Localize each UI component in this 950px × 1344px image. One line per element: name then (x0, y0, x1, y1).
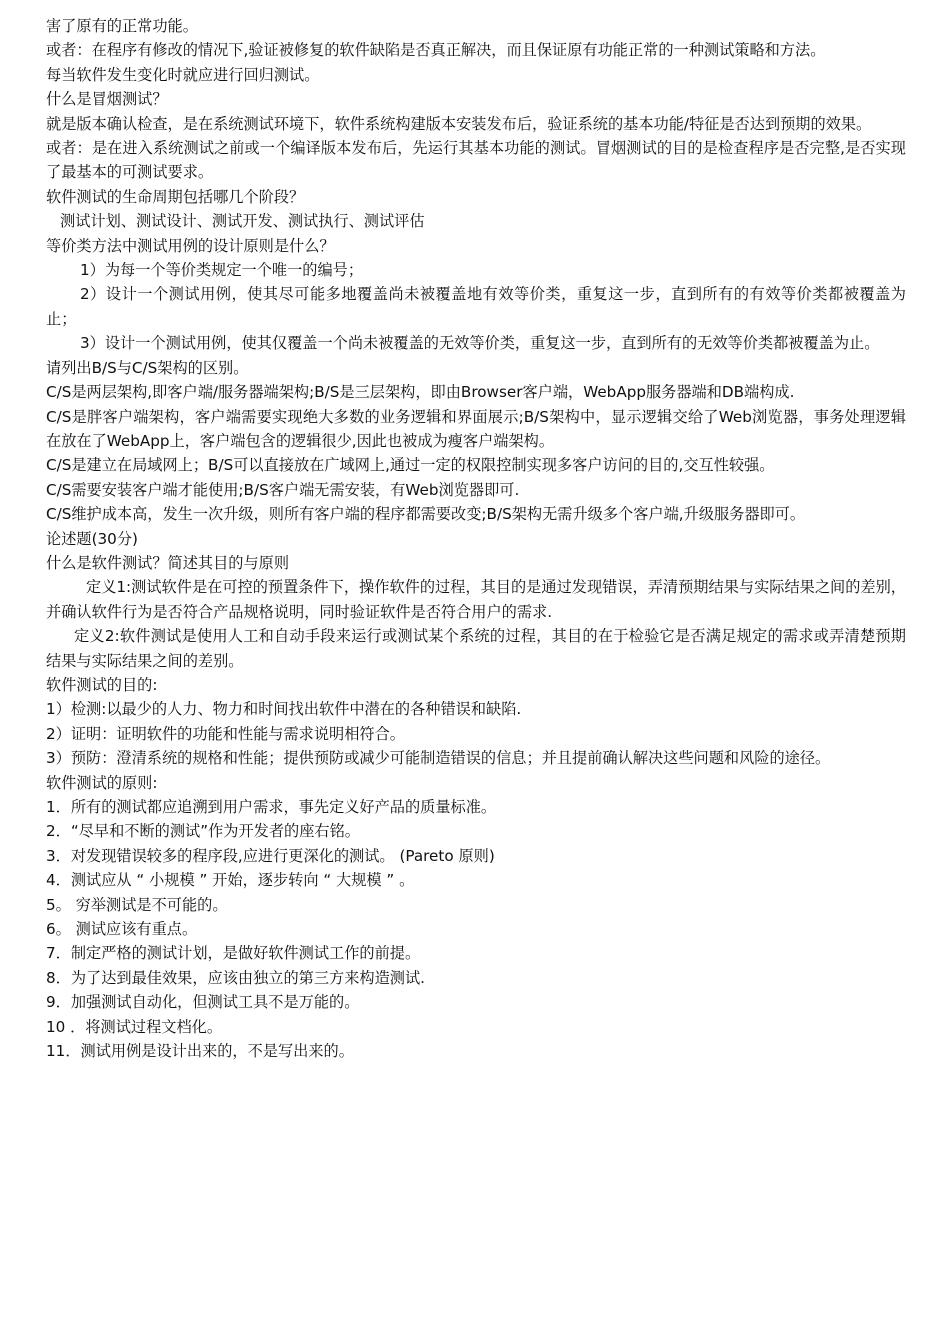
purpose-detect: 1）检测:以最少的人力、物力和时间找出软件中潜在的各种错误和缺陷. (46, 700, 522, 719)
principle-6: 6。 测试应该有重点。 (46, 920, 198, 939)
paragraph-regression-when: 每当软件发生变化时就应进行回归测试。 (46, 65, 320, 84)
principle-2: 2．“尽早和不断的测试”作为开发者的座右铭。 (46, 822, 360, 841)
bs-cs-point-5: C/S维护成本高，发生一次升级，则所有客户端的程序都需要改变;B/S架构无需升级多个客户端,升级服务器即可。 (46, 505, 806, 524)
principle-8: 8．为了达到最佳效果，应该由独立的第三方来构造测试. (46, 968, 425, 987)
section-essay: 论述题(30分) (46, 529, 138, 548)
paragraph-regression-end: 害了原有的正常功能。 (46, 17, 198, 35)
question-what-is-testing: 什么是软件测试？简述其目的与原则 (46, 553, 289, 572)
paragraph-regression-alt-definition: 或者：在程序有修改的情况下,验证被修复的软件缺陷是否真正解决，而且保证原有功能正常的一种测试策略和方法。 (46, 41, 826, 60)
principle-9: 9．加强测试自动化，但测试工具不是万能的。 (46, 993, 360, 1012)
answer-smoke-test-alt: 或者：是在进入系统测试之前或一个编译版本发布后，先运行其基本功能的测试。冒烟测试的目的是检查程序是否完整,是否实现了最基本的可测试要求。 (46, 139, 906, 182)
question-test-lifecycle: 软件测试的生命周期包括哪几个阶段？ (46, 187, 305, 206)
equivalence-rule-3: 3）设计一个测试用例，使其仅覆盖一个尚未被覆盖的无效等价类，重复这一步，直到所有的无效等价类都被覆盖为止。 (80, 334, 880, 353)
principle-3: 3．对发现错误较多的程序段,应进行更深化的测试。 (Pareto 原则) (46, 846, 495, 865)
heading-testing-purpose: 软件测试的目的: (46, 675, 158, 694)
principle-11: 11．测试用例是设计出来的，不是写出来的。 (46, 1042, 354, 1061)
bs-cs-point-2: C/S是胖客户端架构，客户端需要实现绝大多数的业务逻辑和界面展示;B/S架构中，显示逻辑交给了Web浏览器，事务处理逻辑在放在了WebApp上，客户端包含的逻辑很少,因此也被成为瘦客户端架构。 (46, 407, 906, 450)
document-page (46, 14, 906, 1063)
answer-smoke-test: 就是版本确认检查，是在系统测试环境下，软件系统构建版本安装发布后，验证系统的基本功能/特征是否达到预期的效果。 (46, 114, 872, 133)
principle-10: 10 ．将测试过程文档化。 (46, 1017, 223, 1036)
principle-1: 1．所有的测试都应追溯到用户需求，事先定义好产品的质量标准。 (46, 798, 497, 816)
principle-7: 7．制定严格的测试计划，是做好软件测试工作的前提。 (46, 944, 421, 963)
heading-testing-principles: 软件测试的原则: (46, 773, 158, 792)
definition-2: 定义2:软件测试是使用人工和自动手段来运行或测试某个系统的过程，其目的在于检验它是否满足规定的需求或弄清楚预期结果与实际结果之间的差别。 (46, 627, 906, 670)
equivalence-rule-1: 1）为每一个等价类规定一个唯一的编号； (80, 261, 364, 280)
purpose-prevent: 3）预防：澄清系统的规格和性能；提供预防或减少可能制造错误的信息；并且提前确认解决这些问题和风险的途径。 (46, 749, 831, 768)
purpose-prove: 2）证明：证明软件的功能和性能与需求说明相符合。 (46, 724, 405, 743)
definition-1: 定义1:测试软件是在可控的预置条件下，操作软件的过程，其目的是通过发现错误，弄清预期结果与实际结果之间的差别，并确认软件行为是否符合产品规格说明，同时验证软件是否符合用户的需求. (46, 578, 906, 621)
equivalence-rule-2: 2）设计一个测试用例，使其尽可能多地覆盖尚未被覆盖地有效等价类，重复这一步，直到所有的有效等价类都被覆盖为止； (46, 285, 906, 328)
question-bs-cs: 请列出B/S与C/S架构的区别。 (46, 358, 249, 377)
bs-cs-point-3: C/S是建立在局域网上；B/S可以直接放在广域网上,通过一定的权限控制实现多客户访问的目的,交互性较强。 (46, 456, 775, 475)
principle-4: 4．测试应从 “ 小规模 ” 开始，逐步转向 “ 大规模 ” 。 (46, 871, 415, 890)
question-smoke-test: 什么是冒烟测试？ (46, 90, 168, 109)
bs-cs-point-4: C/S需要安装客户端才能使用;B/S客户端无需安装，有Web浏览器即可. (46, 480, 520, 499)
question-equivalence-class: 等价类方法中测试用例的设计原则是什么？ (46, 236, 335, 255)
bs-cs-point-1: C/S是两层架构,即客户端/服务器端架构;B/S是三层架构，即由Browser客户端，WebApp服务器端和DB端构成. (46, 383, 795, 402)
principle-5: 5。 穷举测试是不可能的。 (46, 895, 228, 914)
answer-test-lifecycle: 测试计划、测试设计、测试开发、测试执行、测试评估 (60, 212, 425, 231)
